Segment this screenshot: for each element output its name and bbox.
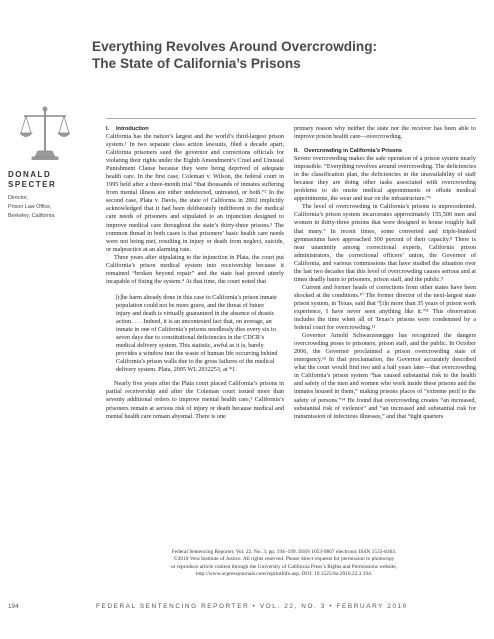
article-title-line-2: The State of California’s Prisons	[92, 56, 301, 71]
publication-note-line: ©2010 Vera Institute of Justice. All rights reserved. Please direct requests for permission to photocopy	[173, 556, 395, 563]
publication-note-line: http://www.ucpressjournals.com/reprintInfo.asp. DOI: 10.1525/fsr.2010.22.3.194.	[195, 571, 373, 578]
publication-note-line: or reproduce article content through the University of California Press’s Rights and Permissions website,	[170, 563, 398, 570]
section-heading-overcrowding	[294, 147, 476, 155]
publication-note-line: Federal Sentencing Reporter, Vol. 22, No. 3, pp. 194–199. ISSN 1053-9867 electronic ISSN 1533-8363.	[171, 549, 397, 555]
author-org-line-1: Prison Law Office,	[8, 204, 52, 210]
author-first-name: DONALD	[8, 170, 52, 179]
author-affiliation	[8, 194, 88, 221]
section-title: Overcrowding in California’s Prisons	[304, 148, 403, 155]
article-title-line-1: Everything Revolves Around Overcrowding:	[92, 39, 378, 54]
page-number: 194	[8, 603, 19, 610]
section-number: I.	[106, 126, 110, 132]
paragraph: Current and former heads of corrections from other states have been shocked at the conditions.¹⁰ The former director of the next-largest state prison system, in Texas, said that “[i]n more than 35 years of prison work experience, I have never seen anything like it.”¹¹ This observation includes the time when all of Texas’s prisons were condemned by a federal court for overcrowding.¹²	[294, 283, 476, 332]
paragraph: Nearly five years after the Plata court placed California’s prisons in partial receivership and after the Coleman court issued more than seventy additional orders to improve mental health care,⁵ California’s prisoners remain at serious risk of injury or death because medical and mental health care remain abysmal. There is one	[106, 380, 284, 420]
block-quote-text: [t]he harm already done in this case to California’s prison inmate population could not be more grave, and the threat of future injury and death is virtually guaranteed in the absence of drastic action. . . . Indeed, it is an uncontested fact that, on average, an inmate in one of California’s prisons needlessly dies every six to seven days due to constitutional deficiencies in the CDCR’s medical delivery system. This statistic, awful as it is, barely provides a window into the waste of human life occurring behind California’s prison walls due to the gross failures of the medical delivery system. Plata, 2005 WL 2932253, at *1.	[116, 293, 278, 374]
section-title: Introduction	[116, 126, 149, 132]
paragraph: Governor Arnold Schwarzenegger has recognized the dangers overcrowding poses to prisoners, prison staff, and the public. In October 2006, the Governor proclaimed a prison overcrowding state of emergency.¹³ In that proclamation, the Governor accurately described what the court would find two and a half years later—that overcrowding in California’s prison system “has caused substantial risk to the health and safety of the men and women who work inside these prisons and the inmates housed in them,” making prisons places of “extreme peril to the safety of persons.”¹⁴ He found that overcrowding creates “an increased, substantial risk of violence” and “an increased and substantial risk for transmission of infectious illnesses,” and that “tight quarters	[294, 332, 476, 420]
left-column	[106, 125, 284, 421]
paragraph: California has the nation’s largest and the world’s third-largest prison system.¹ In two separate class action lawsuits, filed a decade apart, California prisoners sued the governor and corrections officials for violating their rights under the Eighth Amendment’s Cruel and Unusual Punishment Clause because they were being deprived of adequate health care. In the first case, Coleman v. Wilson, the federal court in 1995 held after a three-month trial “that thousands of inmates suffering from mental illness are either undetected, untreated, or both.”² In the second case, Plata v. Davis, the state of California in 2002 implicitly acknowledged that it had been deliberately indifferent to the medical care needs of prisoners and stipulated to an injunction designed to improve medical care throughout the state’s thirty-three prisons.³ The common thread in both cases is that prisoners’ basic health care needs were not being met, resulting in injury or death from neglect, suicide, or malpractice at an alarming rate.	[106, 133, 284, 253]
header-rule	[106, 118, 476, 119]
author-block	[8, 170, 88, 221]
paragraph: Severe overcrowding makes the safe operation of a prison system nearly impossible. “Everything revolves around overcrowding. The deficiencies in the classification plan, the deficiencies in the unavailability of staff because they are doing other tasks associated with overcrowding problems to do onsite medical appointments or offsite medical appointments, the wear and tear on the infrastructure.”⁶	[294, 155, 476, 203]
author-last-name: SPECTER	[8, 180, 57, 189]
article-title	[92, 38, 472, 72]
page-footer	[8, 603, 486, 615]
paragraph: primary reason why neither the state nor the receiver has been able to improve prison health care—overcrowding.	[294, 125, 476, 141]
section-number: II.	[294, 148, 299, 155]
publication-note	[110, 549, 458, 579]
paragraph: Three years after stipulating to the injunction in Plata, the court put California’s prison medical system into receivership because it remained “broken beyond repair” and the state had proved utterly incapable of fixing the system.⁴ At that time, the court noted that	[106, 253, 284, 285]
paragraph: The level of overcrowding in California’s prisons is unprecedented. California’s prison system incarcerates approximately 155,500 men and women in thirty-three prisons that were designed to house roughly half that many.⁷ In recent times, some converted and triple-bunked gymnasiums have approached 300 percent of their capacity.⁸ There is near unanimity among correctional experts, California prison administrators, the correctional officers’ union, the Governor of California, and various commissions that have studied the situation over the last two decades that this level of overcrowding causes serious and at times deadly harm to prisoners, prison staff, and the public.⁹	[294, 203, 476, 283]
right-column	[294, 125, 476, 421]
running-footer: FEDERAL SENTENCING REPORTER • VOL. 22, NO. 3 • FEBRUARY 2010	[96, 603, 408, 610]
author-org-line-2: Berkeley, California	[8, 213, 55, 219]
scales-of-justice-icon	[20, 105, 70, 160]
block-quote	[106, 286, 284, 380]
section-heading-introduction	[106, 125, 284, 133]
author-role: Director,	[8, 195, 29, 201]
